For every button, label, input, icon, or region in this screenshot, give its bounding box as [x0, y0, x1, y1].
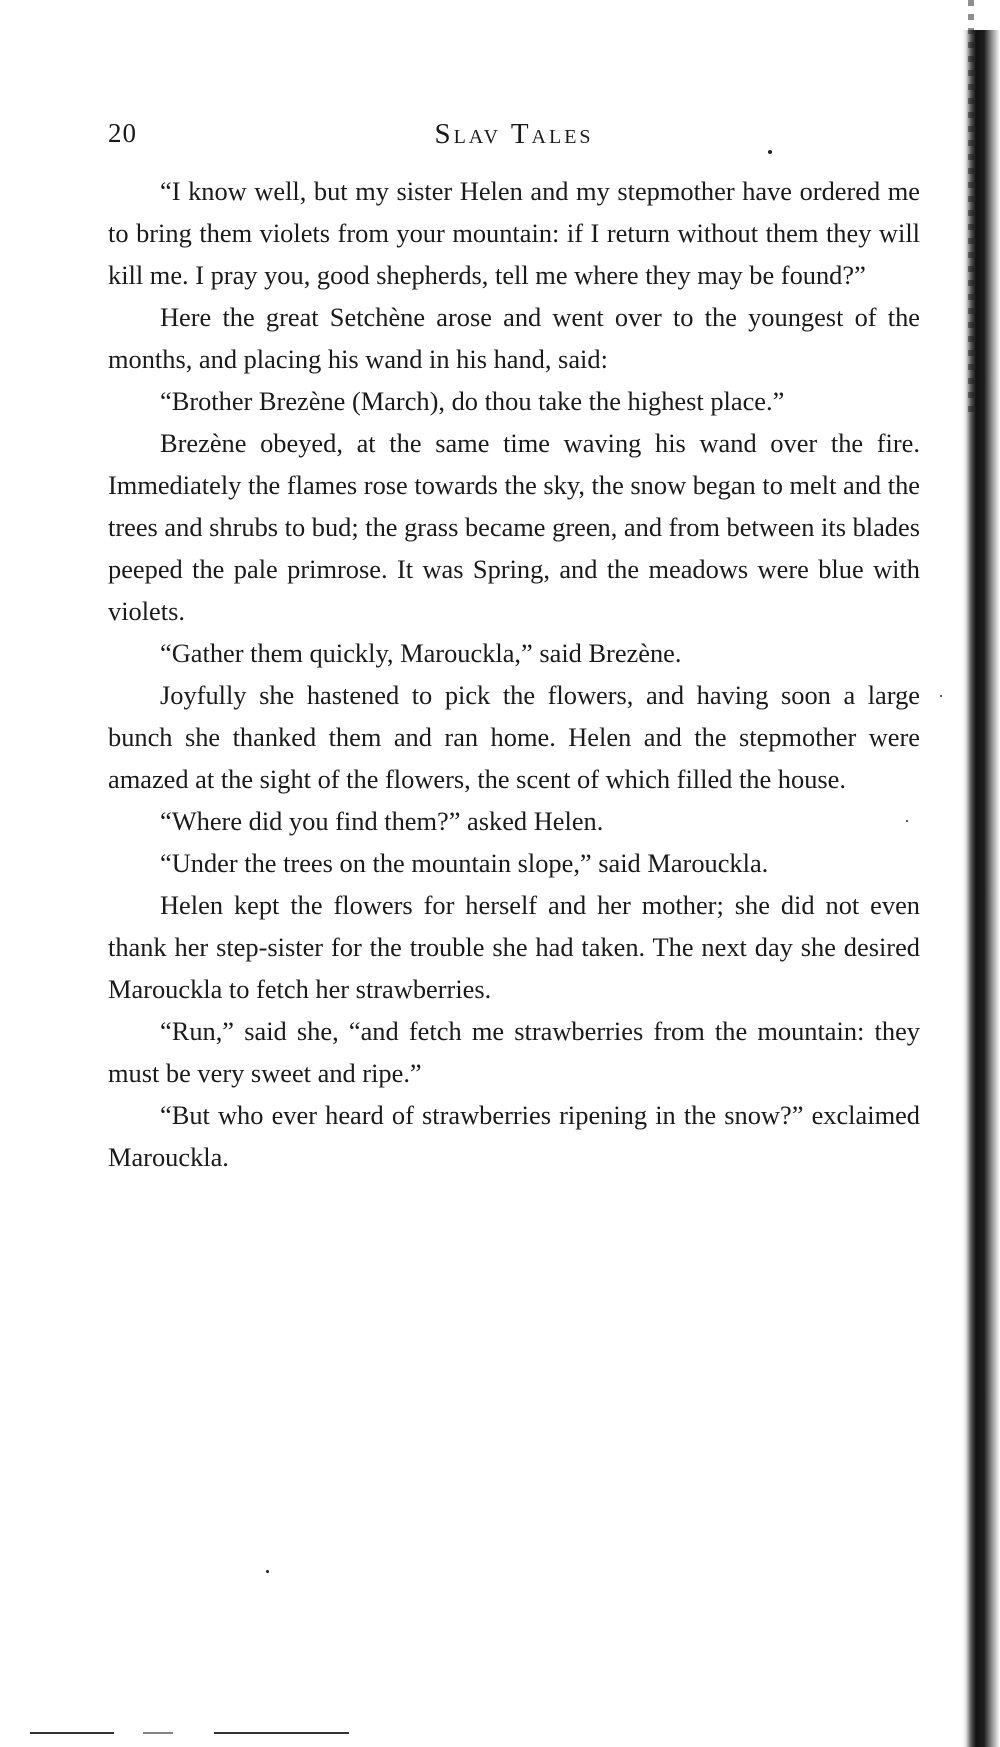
paragraph: “I know well, but my sister Helen and my stepmother have ordered me to bring them violets from your mountain: if I return without them they will kill me. I pray you, good shepherds, tell me where they may be found?”: [108, 176, 920, 290]
running-head: [108, 118, 920, 158]
paragraph: Here the great Setchène arose and went over to the youngest of the months, and placing his wand in his hand, said:: [108, 302, 920, 374]
paragraph: “Under the trees on the mountain slope,” said Marouckla.: [160, 848, 769, 878]
paragraph: “Run,” said she, “and fetch me strawberries from the mountain: they must be very sweet and ripe.”: [108, 1016, 920, 1088]
bottom-rule: [30, 1732, 114, 1734]
page-number: 20: [108, 118, 137, 148]
paragraph: Joyfully she hastened to pick the flowers, and having soon a large bunch she thanked them and ran home. Helen and the stepmother were amazed at the sight of the flowers, the scent of which filled the house.: [108, 680, 920, 794]
body-text: [108, 170, 920, 1178]
paragraph: Brezène obeyed, at the same time waving his wand over the fire. Immediately the flames rose towards the sky, the snow began to melt and the trees and shrubs to bud; the grass became green, and from between its blades peeped the pale primrose. It was Spring, and the meadows were blue with violets.: [108, 428, 920, 626]
paragraph: Helen kept the flowers for herself and her mother; she did not even thank her step-sister for the trouble she had taken. The next day she desired Marouckla to fetch her strawberries.: [108, 890, 920, 1004]
ink-speck: [768, 150, 772, 154]
book-title: Slav Tales: [434, 118, 594, 150]
page-binding-shadow: [962, 30, 1000, 1747]
ink-speck: [940, 695, 942, 697]
paragraph: “But who ever heard of strawberries ripening in the snow?” exclaimed Marouckla.: [108, 1100, 920, 1172]
bottom-rule: [143, 1732, 173, 1734]
paragraph: “Gather them quickly, Marouckla,” said Brezène.: [160, 638, 682, 668]
bottom-rule: [214, 1732, 349, 1734]
paragraph: “Where did you find them?” asked Helen.: [160, 806, 604, 836]
ink-speck: [906, 820, 908, 822]
ink-speck: [266, 1570, 269, 1573]
paragraph: “Brother Brezène (March), do thou take the highest place.”: [160, 386, 785, 416]
